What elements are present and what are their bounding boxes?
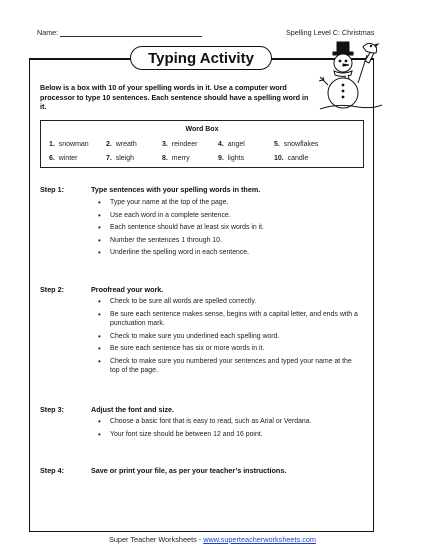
list-item: • Be sure each sentence makes sense, begins with a capital letter, and ends with a punctuation mark.	[98, 310, 360, 329]
list-item: • Each sentence should have at least six words in it.	[98, 223, 360, 232]
step-4-label: Step 4:	[40, 466, 64, 475]
name-label: Name:	[37, 28, 59, 37]
page-title: Typing Activity	[130, 46, 272, 70]
list-item: • Type your name at the top of the page.	[98, 198, 360, 207]
name-line	[60, 29, 202, 37]
word-item: 2. wreath	[106, 141, 137, 148]
word-item: 3. reindeer	[162, 141, 198, 148]
word-item: 6. winter	[49, 155, 78, 162]
step-1-bullets	[98, 198, 360, 261]
word-item: 10. candle	[274, 155, 309, 162]
step-2-label: Step 2:	[40, 285, 64, 294]
list-item: • Use each word in a complete sentence.	[98, 211, 360, 220]
step-2-title: Proofread your work.	[91, 285, 164, 294]
spelling-level: Spelling Level C: Christmas	[286, 28, 375, 37]
word-item: 9. lights	[218, 155, 245, 162]
word-box-title: Word Box	[185, 126, 219, 133]
word-item: 1. snowman	[49, 141, 89, 148]
list-item: • Number the sentences 1 through 10.	[98, 236, 360, 245]
snowman-with-bird-icon	[318, 37, 384, 113]
word-item: 5. snowflakes	[274, 141, 319, 148]
list-item: • Underline the spelling word in each sentence.	[98, 248, 360, 257]
word-item: 8. merry	[162, 155, 190, 162]
list-item: • Your font size should be between 12 and 16 point.	[98, 430, 360, 439]
word-box	[40, 120, 364, 168]
step-3-bullets	[98, 417, 360, 442]
list-item: • Check to be sure all words are spelled correctly.	[98, 297, 360, 306]
name-field	[37, 28, 202, 37]
intro-text: Below is a box with 10 of your spelling words in it. Use a computer word processor to type 10 sentences. Each sentence should have a spelling word in it.	[40, 83, 309, 112]
word-item: 7. sleigh	[106, 155, 135, 162]
step-3-title: Adjust the font and size.	[91, 405, 175, 414]
footer-link[interactable]: www.superteacherworksheets.com	[203, 535, 316, 544]
footer-text: Super Teacher Worksheets -	[109, 535, 204, 544]
step-1-title: Type sentences with your spelling words in them.	[91, 185, 261, 194]
list-item: • Check to make sure you underlined each spelling word.	[98, 332, 360, 341]
footer	[0, 535, 425, 544]
word-item: 4. angel	[218, 141, 245, 148]
step-2-bullets	[98, 297, 360, 379]
step-4-title: Save or print your file, as per your teacher’s instructions.	[91, 466, 287, 475]
step-3-label: Step 3:	[40, 405, 64, 414]
list-item: • Choose a basic font that is easy to read, such as Arial or Verdana.	[98, 417, 360, 426]
list-item: • Be sure each sentence has six or more words in it.	[98, 344, 360, 353]
list-item: • Check to make sure you numbered your sentences and typed your name at the top of the page.	[98, 357, 360, 376]
step-1-label: Step 1:	[40, 185, 64, 194]
